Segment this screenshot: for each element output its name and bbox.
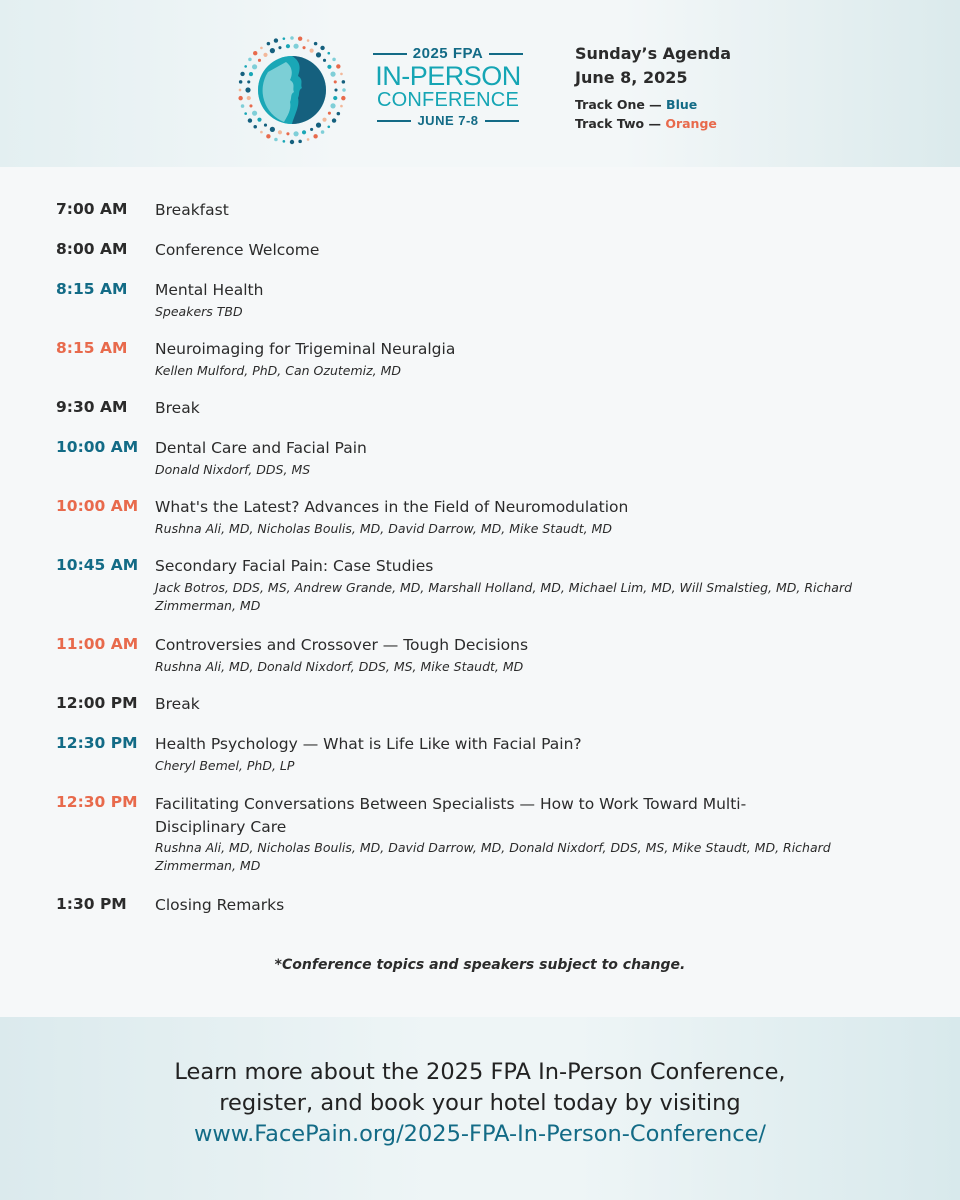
session-time: 12:30 PM <box>56 734 138 752</box>
logo-dot <box>240 72 244 76</box>
logo-dot <box>302 130 306 134</box>
logo-dot <box>337 112 341 116</box>
logo-in-person: IN-PERSON <box>375 61 521 91</box>
logo-dot <box>278 46 281 49</box>
track-two-label: Track Two — <box>575 116 661 131</box>
logo-dot <box>248 58 252 62</box>
logo-wordmark <box>368 45 528 128</box>
logo-dot <box>253 51 257 55</box>
session-title: What's the Latest? Advances in the Field of Neuromodulation <box>155 498 629 516</box>
session-time: 10:00 AM <box>56 497 139 515</box>
logo-dot <box>313 134 317 138</box>
session-speakers: Donald Nixdorf, DDS, MS <box>155 462 311 477</box>
logo-dot <box>252 64 257 69</box>
agenda-day: Sunday’s Agenda <box>575 44 731 63</box>
agenda-date: June 8, 2025 <box>575 68 688 87</box>
logo-dot <box>328 112 331 115</box>
logo-dot <box>247 96 251 100</box>
logo-dot <box>341 96 345 100</box>
logo-dot <box>249 72 253 76</box>
logo-dot <box>330 72 335 77</box>
logo-dot <box>266 134 270 138</box>
logo-dot <box>310 49 314 53</box>
session-title: Closing Remarks <box>155 896 285 914</box>
logo-dot <box>263 53 267 57</box>
session-title: Dental Care and Facial Pain <box>155 439 367 457</box>
session-speakers: Rushna Ali, MD, Nicholas Boulis, MD, David Darrow, MD, Donald Nixdorf, DDS, MS, Mike Staudt, MD, Richard Zimmerman, MD <box>155 840 831 873</box>
track-one-label: Track One — <box>575 97 662 112</box>
logo-dot <box>253 125 257 129</box>
logo-dot <box>316 52 321 57</box>
logo-dot <box>327 125 330 128</box>
logo-dot <box>307 39 310 42</box>
logo-dot <box>290 140 294 144</box>
session-time: 10:00 AM <box>56 438 139 456</box>
logo-dot <box>340 105 343 108</box>
logo-dot <box>270 127 275 132</box>
logo-dot <box>264 124 267 127</box>
logo-dot <box>244 65 247 68</box>
logo-dot <box>239 89 242 92</box>
conference-logo-icon <box>228 32 356 148</box>
session-title: Controversies and Crossover — Tough Decisions <box>155 636 529 654</box>
session-time: 1:30 PM <box>56 895 127 913</box>
track-two-legend <box>575 114 731 133</box>
logo-dot <box>283 37 286 40</box>
session-speakers: Kellen Mulford, PhD, Can Ozutemiz, MD <box>155 363 402 378</box>
footer-line-1: Learn more about the 2025 FPA In-Person Conference, <box>174 1059 786 1085</box>
logo-dot <box>293 44 298 49</box>
conference-url-link[interactable]: www.FacePain.org/2025-FPA-In-Person-Conference/ <box>193 1121 767 1147</box>
logo-dot <box>247 80 250 83</box>
logo-dot <box>314 42 318 46</box>
logo-year: 2025 FPA <box>368 45 528 62</box>
logo-dot <box>320 46 324 50</box>
session-speakers: Rushna Ali, MD, Nicholas Boulis, MD, David Darrow, MD, Mike Staudt, MD <box>155 521 612 536</box>
logo-dot <box>238 96 242 100</box>
disclaimer-note: *Conference topics and speakers subject to change. <box>274 957 686 973</box>
logo-dot <box>258 59 261 62</box>
session-speakers: Cheryl Bemel, PhD, LP <box>155 758 295 773</box>
logo-conference: CONFERENCE <box>376 89 519 111</box>
session-time: 7:00 AM <box>56 200 128 218</box>
session-title: Breakfast <box>155 201 229 219</box>
logo-dot <box>249 104 252 107</box>
session-time: 12:00 PM <box>56 694 138 712</box>
logo-dot <box>293 131 298 136</box>
logo-dot <box>321 130 325 134</box>
logo-dot <box>310 128 313 131</box>
header-banner <box>0 0 960 167</box>
logo-dot <box>316 123 321 128</box>
session-time: 11:00 AM <box>56 635 139 653</box>
logo-dot <box>252 111 257 116</box>
logo-dot <box>267 42 271 46</box>
logo-dot <box>260 131 263 134</box>
logo-dot <box>286 44 290 48</box>
agenda-heading <box>575 42 731 133</box>
logo-dot <box>298 140 302 144</box>
session-time: 8:15 AM <box>56 339 128 357</box>
logo-dot <box>274 138 278 142</box>
track-two-color: Orange <box>665 116 717 131</box>
session-time: 10:45 AM <box>56 556 139 574</box>
logo-dot <box>286 132 289 135</box>
logo-dot <box>257 118 261 122</box>
session-time: 8:15 AM <box>56 280 128 298</box>
logo-dot <box>342 80 346 84</box>
session-title: Neuroimaging for Trigeminal Neuralgia <box>155 340 456 358</box>
session-time: 8:00 AM <box>56 240 128 258</box>
logo-dot <box>342 88 346 92</box>
logo-dot <box>298 36 302 40</box>
footer-line-2: register, and book your hotel today by visiting <box>219 1090 741 1116</box>
session-speakers: Rushna Ali, MD, Donald Nixdorf, DDS, MS, Mike Staudt, MD <box>155 659 524 674</box>
schedule-list <box>0 167 960 1017</box>
logo-dot <box>333 96 337 100</box>
session-title: Mental Health <box>155 281 264 299</box>
logo-dot <box>322 118 326 122</box>
session-title: Facilitating Conversations Between Specialists — How to Work Toward Multi-Disciplinary Care <box>155 795 747 836</box>
logo-dot <box>340 73 343 76</box>
logo-dot <box>336 64 340 68</box>
logo-dot <box>290 36 294 40</box>
logo-dot <box>245 87 250 92</box>
logo-dot <box>307 138 310 141</box>
logo-dot <box>274 38 278 42</box>
logo-dot <box>260 47 263 50</box>
logo-dot <box>270 48 275 53</box>
logo-dot <box>244 112 247 115</box>
session-title: Conference Welcome <box>155 241 320 259</box>
session-time: 9:30 AM <box>56 398 128 416</box>
logo-dot <box>334 80 337 83</box>
track-one-color: Blue <box>666 97 698 112</box>
session-title: Health Psychology — What is Life Like with Facial Pain? <box>155 735 582 753</box>
logo-dot <box>332 118 336 122</box>
logo-dot <box>330 103 335 108</box>
session-speakers: Speakers TBD <box>155 304 243 319</box>
logo-dot <box>241 104 245 108</box>
logo-dot <box>334 88 337 91</box>
logo-dot <box>283 140 286 143</box>
session-time: 12:30 PM <box>56 793 138 811</box>
session-title: Break <box>155 695 200 713</box>
logo-dot <box>239 80 243 84</box>
logo-dot <box>248 118 252 122</box>
logo-dot <box>327 52 330 55</box>
logo-dot <box>302 46 305 49</box>
logo-dot <box>323 59 326 62</box>
logo-dates: JUNE 7-8 <box>368 113 528 128</box>
session-title: Break <box>155 399 200 417</box>
footer-banner <box>0 1017 960 1200</box>
logo-dot <box>327 65 331 69</box>
track-one-legend <box>575 95 731 114</box>
logo-dot <box>278 130 282 134</box>
session-title: Secondary Facial Pain: Case Studies <box>155 557 434 575</box>
session-speakers: Jack Botros, DDS, MS, Andrew Grande, MD, Marshall Holland, MD, Michael Lim, MD, Will Smalstieg, MD, Richard Zimmerman, MD <box>155 580 853 613</box>
logo-dot <box>332 58 336 62</box>
